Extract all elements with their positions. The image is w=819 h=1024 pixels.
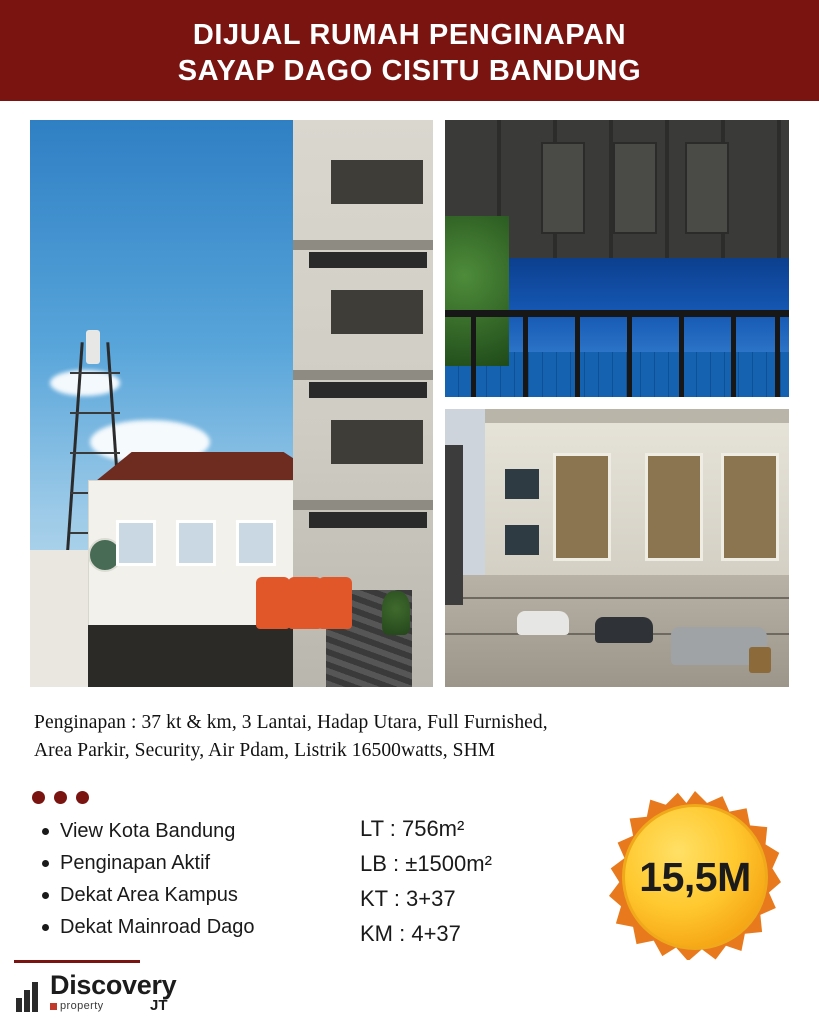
building-window — [505, 525, 539, 555]
feature-list — [34, 815, 334, 943]
pool-photo — [445, 120, 789, 397]
entrance-gate — [445, 445, 463, 605]
main-house-photo — [30, 120, 433, 687]
logo-bar — [16, 998, 22, 1012]
photo-collage — [30, 120, 789, 687]
tower-rung — [70, 452, 120, 454]
pool-railing — [445, 310, 789, 397]
building-window — [505, 469, 539, 499]
brand-name: Discovery — [50, 970, 177, 1000]
dot-icon — [76, 791, 89, 804]
balcony-railing — [309, 252, 427, 268]
antenna-box — [86, 330, 100, 364]
spec-list — [360, 811, 492, 951]
description-line-2: Area Parkir, Security, Air Pdam, Listrik 16500watts, SHM — [34, 740, 496, 761]
boundary-wall — [30, 550, 92, 687]
window-opening — [331, 420, 423, 464]
spec-bathrooms: KM : 4+37 — [360, 921, 461, 946]
railing-baluster — [523, 310, 528, 397]
description-line-1: Penginapan : 37 kt & km, 3 Lantai, Hadap Utara, Full Furnished, — [34, 712, 548, 733]
footer-accent-rule — [14, 960, 140, 963]
logo-bar — [32, 982, 38, 1012]
header-title-line-2: SAYAP DAGO CISITU BANDUNG — [177, 54, 642, 87]
logo-bars-icon — [16, 982, 44, 1012]
decorative-dots — [32, 791, 89, 804]
property-description — [34, 709, 792, 765]
spec-land-area: LT : 756m² — [360, 816, 465, 841]
parked-car — [595, 617, 653, 643]
floor-slab — [293, 370, 433, 380]
water-tank — [318, 577, 352, 629]
price-badge — [609, 791, 781, 963]
spec-bedrooms: KT : 3+37 — [360, 886, 456, 911]
facade-panel — [721, 453, 779, 561]
price-value: 15,5M — [639, 853, 751, 900]
logo-bar — [24, 990, 30, 1012]
balcony-railing — [309, 382, 427, 398]
tower-rung — [70, 372, 120, 374]
facade-panel — [645, 453, 703, 561]
railing-baluster — [679, 310, 684, 397]
potted-plant — [382, 591, 410, 635]
railing-baluster — [775, 310, 780, 397]
railing-baluster — [471, 310, 476, 397]
square-icon — [50, 1003, 57, 1010]
list-item: Penginapan Aktif — [34, 847, 334, 879]
list-item: Dekat Area Kampus — [34, 879, 334, 911]
roof-line — [485, 409, 789, 423]
railing-top-bar — [445, 310, 789, 317]
railing-baluster — [575, 310, 580, 397]
wall-panel — [541, 142, 585, 234]
wall-panel — [613, 142, 657, 234]
front-facade-photo — [445, 409, 789, 687]
railing-baluster — [627, 310, 632, 397]
facade-panel — [553, 453, 611, 561]
floor-slab — [293, 240, 433, 250]
price-disc — [622, 804, 768, 950]
tower-rung — [70, 412, 120, 414]
brand-tagline-text: property — [60, 1000, 104, 1012]
wall-panel — [685, 142, 729, 234]
house-window — [176, 520, 216, 566]
list-item: Dekat Mainroad Dago — [34, 911, 334, 943]
dot-icon — [32, 791, 45, 804]
wooden-stool — [749, 647, 771, 673]
parked-car — [517, 611, 569, 635]
window-opening — [331, 290, 423, 334]
agent-code: JT — [150, 997, 168, 1014]
header-title-line-1: DIJUAL RUMAH PENGINAPAN — [192, 18, 627, 51]
water-tank — [256, 577, 290, 629]
spec-building-area: LB : ±1500m² — [360, 851, 492, 876]
footer — [0, 960, 819, 1024]
floor-slab — [293, 500, 433, 510]
paving-seam — [445, 597, 789, 599]
header-banner — [0, 0, 819, 101]
list-item: View Kota Bandung — [34, 815, 334, 847]
water-tank — [288, 577, 322, 629]
house-window — [116, 520, 156, 566]
window-opening — [331, 160, 423, 204]
railing-baluster — [731, 310, 736, 397]
balcony-railing — [309, 512, 427, 528]
dot-icon — [54, 791, 67, 804]
house-window — [236, 520, 276, 566]
